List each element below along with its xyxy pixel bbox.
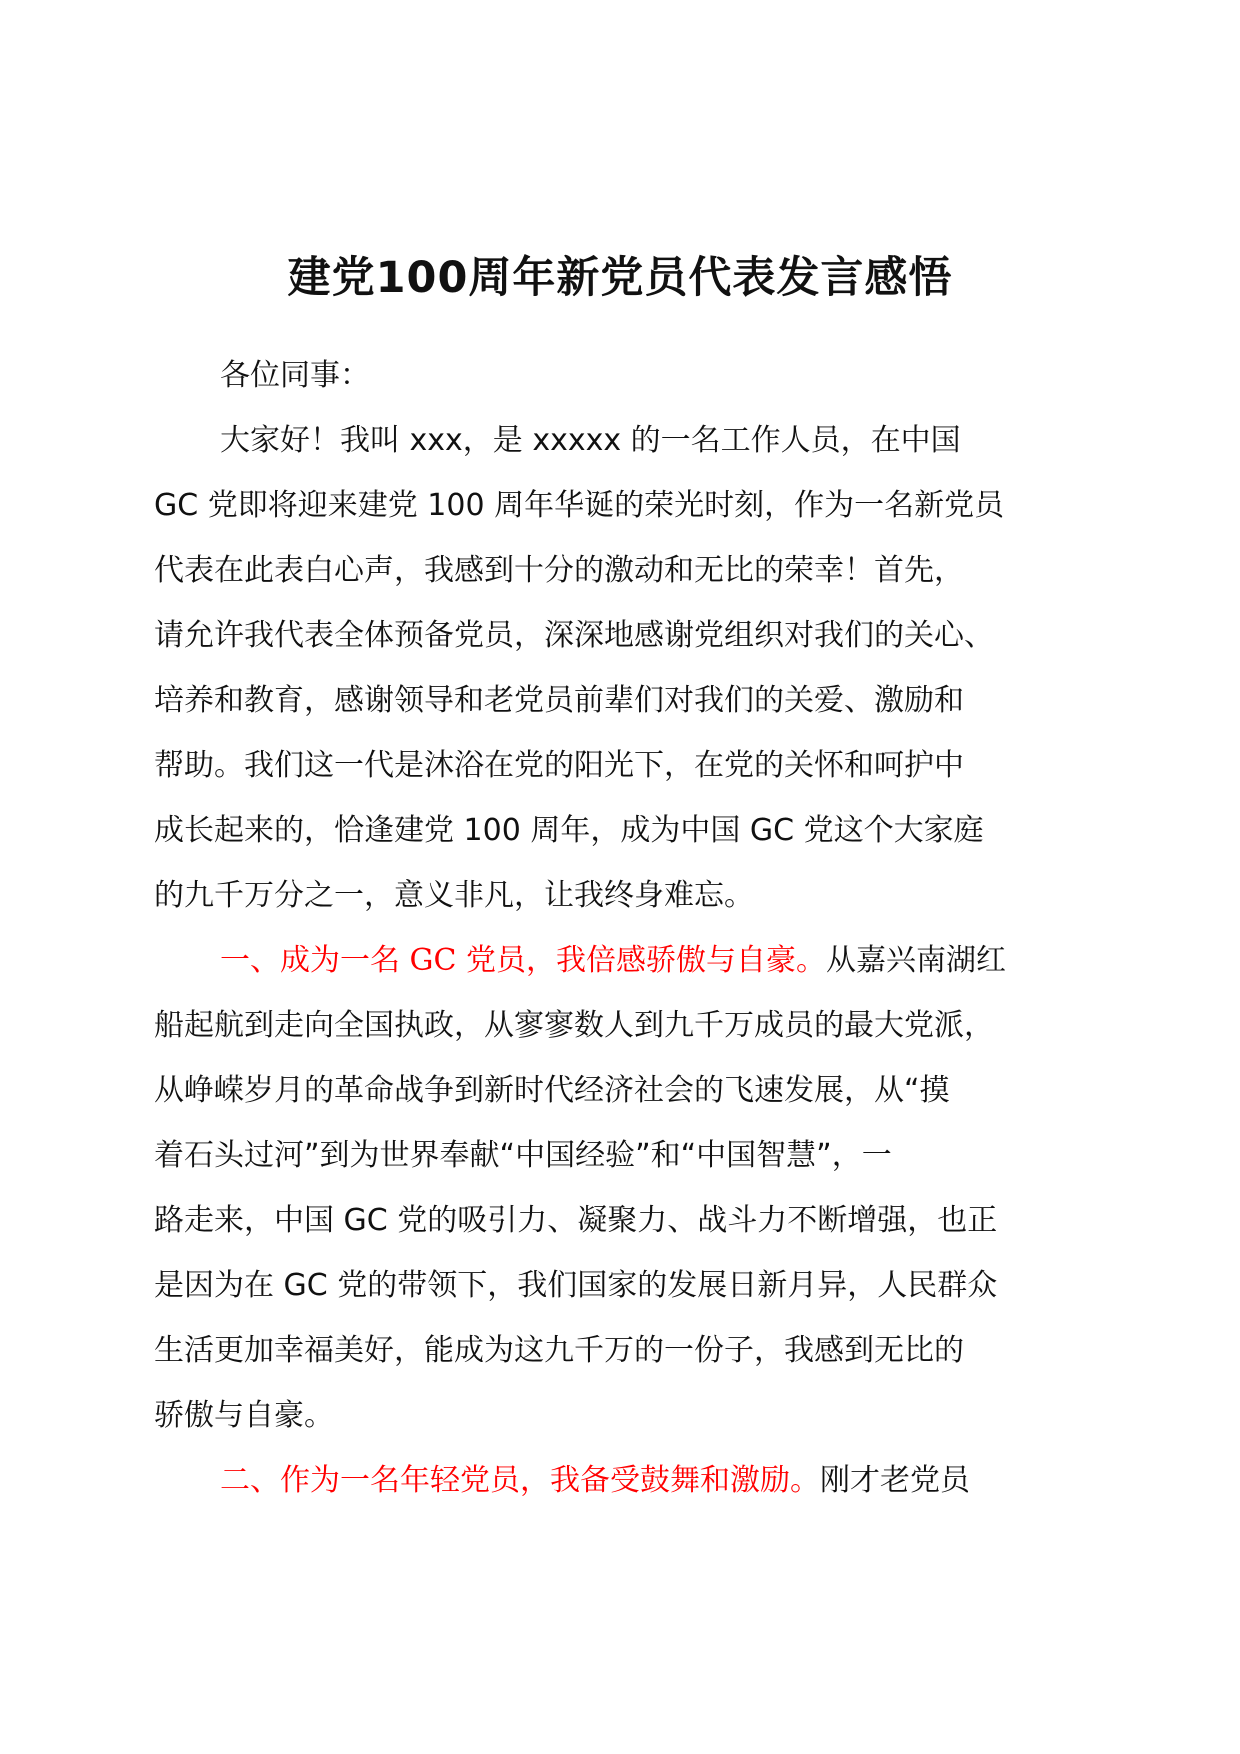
- paragraph-line: 大家好！我叫 xxx，是 xxxxx 的一名工作人员，在中国: [220, 423, 961, 458]
- paragraph-line: 的九千万分之一，意义非凡，让我终身难忘。: [154, 878, 754, 913]
- paragraph-line: 成长起来的，恰逢建党 100 周年，成为中国 GC 党这个大家庭: [154, 813, 984, 848]
- paragraph-line: 培养和教育，感谢领导和老党员前辈们对我们的关爱、激励和: [154, 683, 964, 718]
- document-title: 建党100周年新党员代表发言感悟: [287, 253, 953, 303]
- section-2: [154, 1448, 1089, 1513]
- paragraph-line: 请允许我代表全体预备党员，深深地感谢党组织对我们的关心、: [154, 618, 994, 653]
- section-2-first-line-rest: 刚才老党员: [820, 1463, 970, 1498]
- paragraph-line: 骄傲与自豪。: [154, 1398, 334, 1433]
- section-1-first-line-rest: 从嘉兴南湖红: [826, 943, 1006, 978]
- paragraph-line: GC 党即将迎来建党 100 周年华诞的荣光时刻，作为一名新党员: [154, 488, 1005, 523]
- paragraph-line: 代表在此表白心声，我感到十分的激动和无比的荣幸！首先，: [154, 553, 964, 588]
- section-1: [154, 928, 1089, 1448]
- section-2-heading: 二、作为一名年轻党员，我备受鼓舞和激励。: [220, 1463, 820, 1498]
- paragraph-line: 着石头过河”到为世界奉献“中国经验”和“中国智慧”，一: [154, 1138, 892, 1173]
- paragraph-line: 帮助。我们这一代是沐浴在党的阳光下，在党的关怀和呵护中: [154, 748, 964, 783]
- paragraph-line: 生活更加幸福美好，能成为这九千万的一份子，我感到无比的: [154, 1333, 964, 1368]
- section-1-heading: 一、成为一名 GC 党员，我倍感骄傲与自豪。: [220, 943, 826, 978]
- section-2-first-line: [154, 1448, 1089, 1513]
- salutation-text: 各位同事：: [220, 358, 370, 393]
- paragraph-line: 船起航到走向全国执政，从寥寥数人到九千万成员的最大党派，: [154, 1008, 994, 1043]
- paragraph-line: 是因为在 GC 党的带领下，我们国家的发展日新月异，人民群众: [154, 1268, 998, 1303]
- paragraph-intro: [154, 408, 1089, 928]
- salutation: [154, 343, 1089, 408]
- paragraph-line: 从峥嵘岁月的革命战争到新时代经济社会的飞速发展，从“摸: [154, 1073, 950, 1108]
- section-1-first-line: [154, 928, 1089, 993]
- document-body: [154, 343, 1089, 1513]
- paragraph-line: 路走来，中国 GC 党的吸引力、凝聚力、战斗力不断增强，也正: [154, 1203, 998, 1238]
